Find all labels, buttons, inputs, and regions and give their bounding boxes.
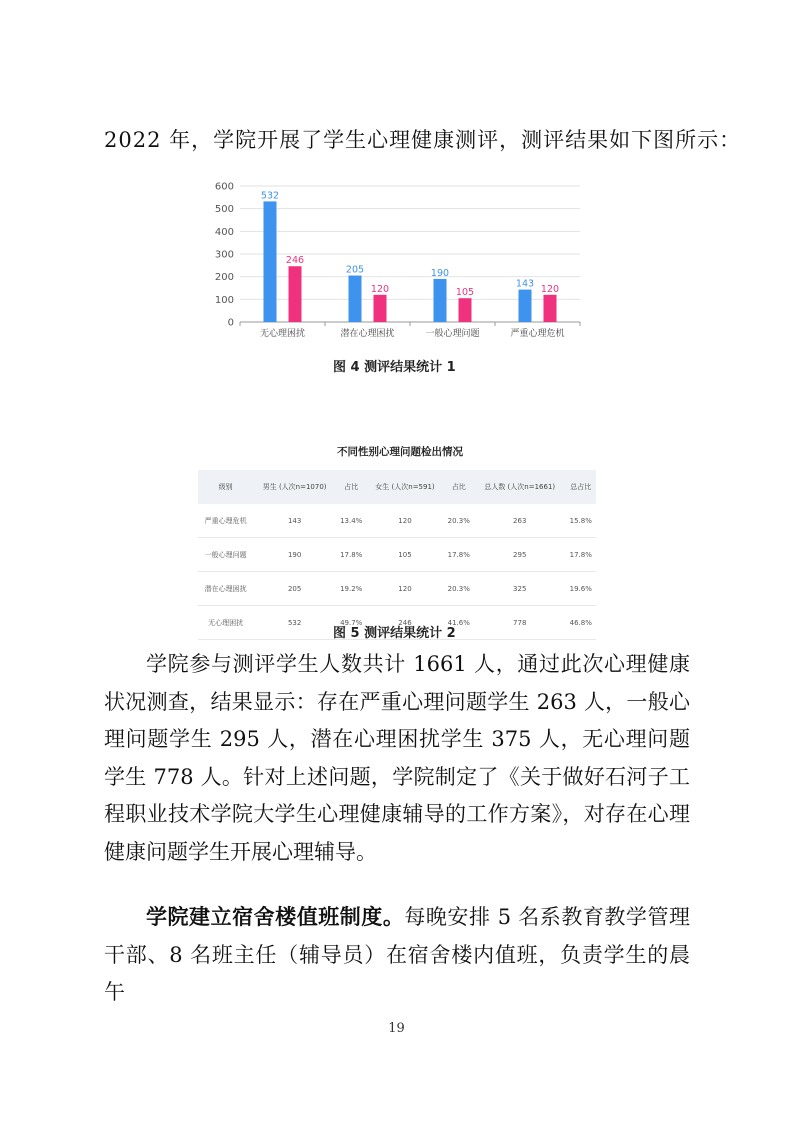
header-cell: 占比: [336, 470, 366, 504]
table-cell: 143: [253, 504, 336, 538]
data-label: 120: [370, 283, 390, 295]
y-tick-label: 0: [227, 317, 234, 329]
y-tick-label: 600: [214, 181, 234, 193]
bar: [374, 295, 387, 322]
table-cell: 17.8%: [444, 538, 474, 572]
bar: [544, 295, 557, 322]
body-paragraph-2: [104, 898, 690, 1012]
x-tick-label: 潜在心理困扰: [340, 329, 395, 339]
bar: [519, 290, 532, 322]
table-cell: 778: [474, 606, 565, 640]
header-cell: 总人数 (人次n=1661): [474, 470, 565, 504]
header-cell: 总占比: [565, 470, 596, 504]
table-cell: 17.8%: [565, 538, 596, 572]
table-cell: 20.3%: [444, 504, 474, 538]
table-cell: 295: [474, 538, 565, 572]
table-cell: 532: [253, 606, 336, 640]
header-cell: 占比: [444, 470, 474, 504]
table-cell: 190: [253, 538, 336, 572]
header-cell: 级别: [198, 470, 253, 504]
table-cell: 19.2%: [336, 572, 366, 606]
table-cell: 无心理困扰: [198, 606, 253, 640]
bar: [434, 279, 447, 322]
x-tick-label: 严重心理危机: [510, 329, 565, 339]
y-tick-label: 300: [214, 249, 234, 261]
table-cell: 120: [366, 504, 443, 538]
table-row: [198, 504, 596, 538]
table-row: [198, 538, 596, 572]
table-cell: 20.3%: [444, 572, 474, 606]
bar: [349, 276, 362, 322]
table-cell: 17.8%: [336, 538, 366, 572]
y-tick-label: 200: [214, 272, 234, 284]
data-label: 205: [345, 264, 365, 276]
table-cell: 41.6%: [444, 606, 474, 640]
page-number: 19: [388, 1021, 405, 1036]
intro-text: 2022 年，学院开展了学生心理健康测评，测评结果如下图所示：: [104, 128, 742, 152]
bar: [264, 201, 277, 322]
y-tick-label: 100: [214, 294, 234, 306]
paragraph-lead: 学院建立宿舍楼值班制度。: [146, 904, 405, 929]
data-label: 105: [455, 287, 475, 299]
figure4-caption: 图 4 测评结果统计 1: [333, 360, 456, 375]
bar: [459, 298, 472, 322]
table-cell: 325: [474, 572, 565, 606]
table-cell: 潜在心理困扰: [198, 572, 253, 606]
paragraph-rest: 每晚安排 5 名系教育教学管理干部、8 名班主任（辅导员）在宿舍楼内值班，负责学生的晨午: [104, 905, 690, 1005]
table-title: 不同性别心理问题检出情况: [337, 446, 463, 458]
table-cell: 205: [253, 572, 336, 606]
body-paragraph-1: [104, 646, 690, 872]
y-tick-label: 500: [214, 204, 234, 216]
results-table: [198, 470, 596, 640]
paragraph-text: 学院参与测评学生人数共计 1661 人，通过此次心理健康状况测查，结果显示：存在严重心理问题学生 263 人，一般心理问题学生 295 人，潜在心理困扰学生 375 人，无心理问题学生 778 人。针对上述问题，学院制定了《关于做好石河子工程职业技术学院大学生心理健康辅导的工作方案》，对存在心理健康问题学生开展心理辅导。: [104, 652, 690, 864]
header-cell: 女生 (人次n=591): [366, 470, 443, 504]
data-label: 190: [430, 267, 450, 279]
table-cell: 120: [366, 572, 443, 606]
data-label: 246: [285, 255, 305, 267]
bar: [289, 266, 302, 322]
header-cell: 男生 (人次n=1070): [253, 470, 336, 504]
table-header-row: [198, 470, 596, 504]
table-cell: 15.8%: [565, 504, 596, 538]
table-cell: 严重心理危机: [198, 504, 253, 538]
table-cell: 105: [366, 538, 443, 572]
data-label: 143: [515, 278, 535, 290]
table-cell: 19.6%: [565, 572, 596, 606]
data-label: 532: [260, 190, 280, 202]
y-tick-label: 400: [214, 226, 234, 238]
x-tick-label: 无心理困扰: [259, 329, 306, 339]
table-row: [198, 572, 596, 606]
table-cell: 13.4%: [336, 504, 366, 538]
table-cell: 一般心理问题: [198, 538, 253, 572]
figure5-caption: 图 5 测评结果统计 2: [333, 626, 456, 641]
table-cell: 46.8%: [565, 606, 596, 640]
data-label: 120: [540, 283, 560, 295]
table-cell: 246: [366, 606, 443, 640]
table-cell: 263: [474, 504, 565, 538]
paragraph-text: [104, 898, 690, 1012]
table-cell: 49.7%: [336, 606, 366, 640]
bar-chart: [196, 176, 592, 346]
x-tick-label: 一般心理问题: [425, 329, 480, 339]
